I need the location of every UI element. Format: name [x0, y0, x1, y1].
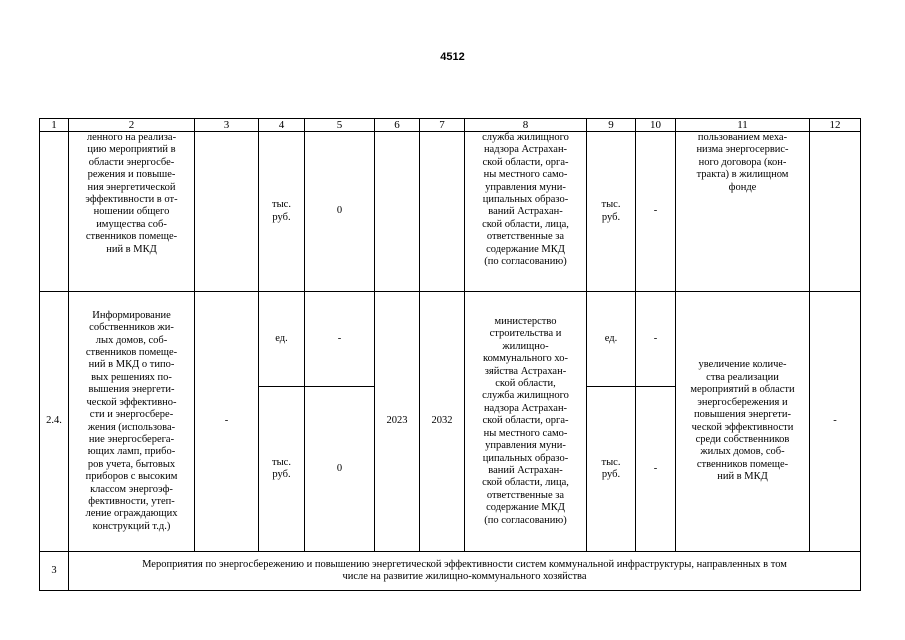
- year-end-cell: [420, 132, 465, 292]
- responsible-cell: [195, 132, 259, 292]
- col-header: 9: [587, 119, 636, 132]
- value-cell: -: [305, 292, 375, 387]
- col-header: 12: [810, 119, 861, 132]
- section-num-cell: 3: [40, 552, 69, 591]
- section-row-3: [40, 552, 861, 591]
- value-cell: 0: [305, 387, 375, 552]
- value-cell: 0: [305, 132, 375, 292]
- col-header: 1: [40, 119, 69, 132]
- unit9-cell: ед.: [587, 292, 636, 387]
- table-row-2-4: [40, 292, 861, 387]
- unit-cell: тыс. руб.: [259, 387, 305, 552]
- col10-cell: -: [636, 292, 676, 387]
- result-cell: увеличение количе- ства реализации мероприятий в области энергосбережения и повышения энергети- ческой эффективности среди собственников жилых домов, соб- ственников помеще- ний в МКД: [676, 292, 810, 552]
- unit9-cell: тыс. руб.: [587, 132, 636, 292]
- measure-name-cell: ленного на реализа- цию мероприятий в области энергосбе- режения и повыше- ния энергетической эффективности в от- ношении общего имущества соб- ственников помеще- ний в МКД: [69, 132, 195, 292]
- year-start-cell: 2023: [375, 292, 420, 552]
- col-header: 10: [636, 119, 676, 132]
- unit9-cell: тыс. руб.: [587, 387, 636, 552]
- num-cell: [40, 132, 69, 292]
- num-cell: 2.4.: [40, 292, 69, 552]
- col10-cell: -: [636, 387, 676, 552]
- table-row-continued: [40, 132, 861, 292]
- col-header: 2: [69, 119, 195, 132]
- unit-cell: ед.: [259, 292, 305, 387]
- col-header: 7: [420, 119, 465, 132]
- col-header: 5: [305, 119, 375, 132]
- header-row: [40, 119, 861, 132]
- col-header: 11: [676, 119, 810, 132]
- col12-cell: [810, 132, 861, 292]
- responsible-cell: -: [195, 292, 259, 552]
- col12-cell: -: [810, 292, 861, 552]
- page-number: 4512: [440, 51, 465, 63]
- year-start-cell: [375, 132, 420, 292]
- col-header: 4: [259, 119, 305, 132]
- col-header: 3: [195, 119, 259, 132]
- measures-table: [39, 118, 861, 591]
- col-header: 8: [465, 119, 587, 132]
- measure-name-cell: Информирование собственников жи- лых домов, соб- ственников помеще- ний в МКД о типо- вых решениях по- вышения энергети- ческой эффективно- сти и энергосбере- жения (использова- ние энергосберега- ющих ламп, прибо- ров учета, бытовых приборов с высоким классом энергоэф- фективности, утеп- ление ограждающих конструкций т.д.): [69, 292, 195, 552]
- section-title-cell: Мероприятия по энергосбережению и повышению энергетической эффективности систем коммунальной инфраструктуры, направленных в том числе на развитие жилищно-коммунального хозяйства: [69, 552, 861, 591]
- col-header: 6: [375, 119, 420, 132]
- executors-cell: служба жилищного надзора Астрахан- ской области, орга- ны местного само- управления муни- ципальных образо- ваний Астрахан- ской области, лица, ответственные за содержание МКД (по согласованию): [465, 132, 587, 292]
- col10-cell: -: [636, 132, 676, 292]
- unit-cell: тыс. руб.: [259, 132, 305, 292]
- executors-cell: министерство строительства и жилищно- коммунального хо- зяйства Астрахан- ской области, служба жилищного надзора Астрахан- ской области, орга- ны местного само- управления муни- ципальных образо- ваний Астрахан- ской области, лица, ответственные за содержание МКД (по согласованию): [465, 292, 587, 552]
- result-cell: пользованием меха- низма энергосервис- ного договора (кон- тракта) в жилищном фонде: [676, 132, 810, 292]
- year-end-cell: 2032: [420, 292, 465, 552]
